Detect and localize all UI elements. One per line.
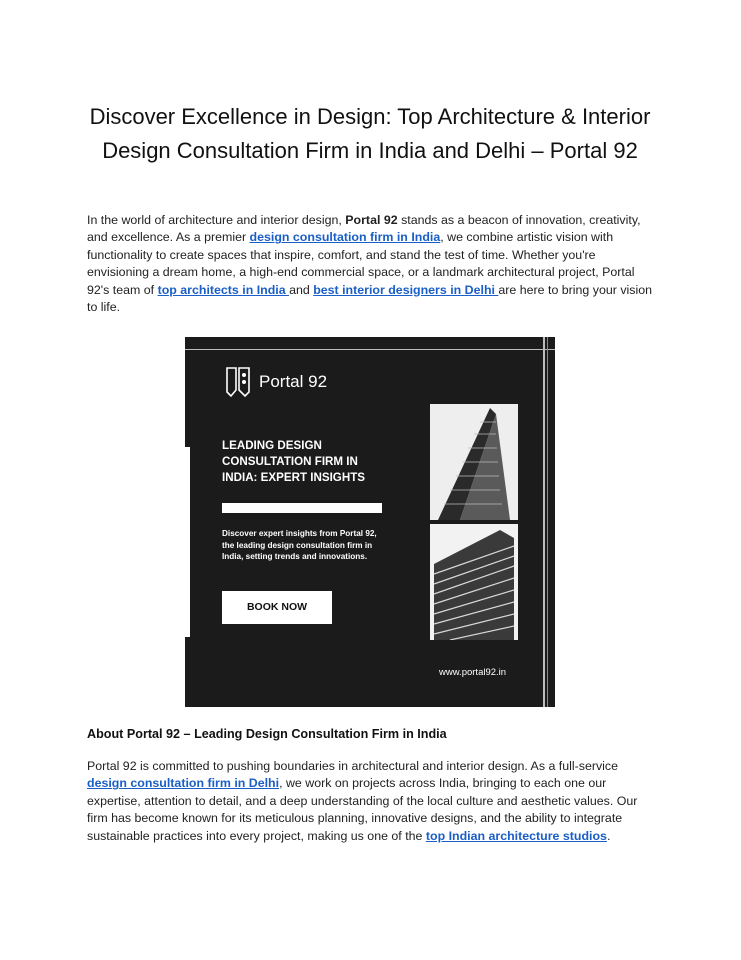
link-design-consultation-delhi[interactable]: design consultation firm in Delhi [87,776,280,791]
banner-website-url: www.portal92.in [439,667,507,678]
promo-banner-image [185,337,555,707]
intro-brand: Portal 92 [345,213,398,227]
about-text: Portal 92 is committed to pushing boundaries in architectural and interior design. As a full-service [87,759,619,773]
intro-text: In the world of architecture and interior design, [87,213,346,227]
banner-frame-line [543,337,545,707]
about-text: , we work on projects across India, bringing to each one our expertise, attention to detail, and a deep understanding of the local culture and aesthetic values. Our firm has become known for its meticulous planning, innovative designs, and the ability to integrate sustainable practices into every project, making us one of the [87,776,638,843]
banner-frame-line [185,349,555,350]
tower-graphic [430,524,518,640]
intro-text: and [289,282,314,297]
intro-text: stands as a beacon of innovation, creativity, and excellence. As a premier [87,213,641,245]
building-photo-top [430,404,518,520]
skyscraper-graphic [430,404,518,520]
banner-headline: LEADING DESIGN CONSULTATION FIRM IN INDIA: EXPERT INSIGHTS [222,439,366,484]
link-top-architects-india[interactable]: top architects in India [157,282,290,297]
portal92-logo-icon [225,366,251,400]
link-best-interior-designers-delhi[interactable]: best interior designers in Delhi [313,282,499,297]
banner-edge-bar [185,447,190,637]
banner-brand-name: Portal 92 [259,372,328,391]
about-paragraph [87,758,657,845]
intro-paragraph [87,212,657,316]
link-top-indian-architecture-studios[interactable]: top Indian architecture studios [425,828,607,843]
intro-text: , we combine artistic vision with functionality to create spaces that inspire, comfort, and stand the test of time. Whether you're envisioning a dream home, a high-end commercial space, or a landmark architectural project, Portal 92's team of [87,230,635,297]
building-photo-bottom [430,524,518,640]
page-title: Discover Excellence in Design: Top Architecture & Interior Design Consultation Firm in India and Delhi – Portal 92 [89,104,651,163]
banner-divider-bar [222,503,382,513]
banner-description: Discover expert insights from Portal 92, the leading design consultation firm in India, setting trends and innovations. [222,529,377,562]
intro-text: are here to bring your vision to life. [87,282,652,315]
about-text: . [606,828,611,843]
link-design-consultation-india[interactable]: design consultation firm in India [249,230,441,245]
book-now-button[interactable]: BOOK NOW [222,591,332,624]
banner-frame-line [547,337,548,707]
about-heading: About Portal 92 – Leading Design Consultation Firm in India [87,727,447,741]
